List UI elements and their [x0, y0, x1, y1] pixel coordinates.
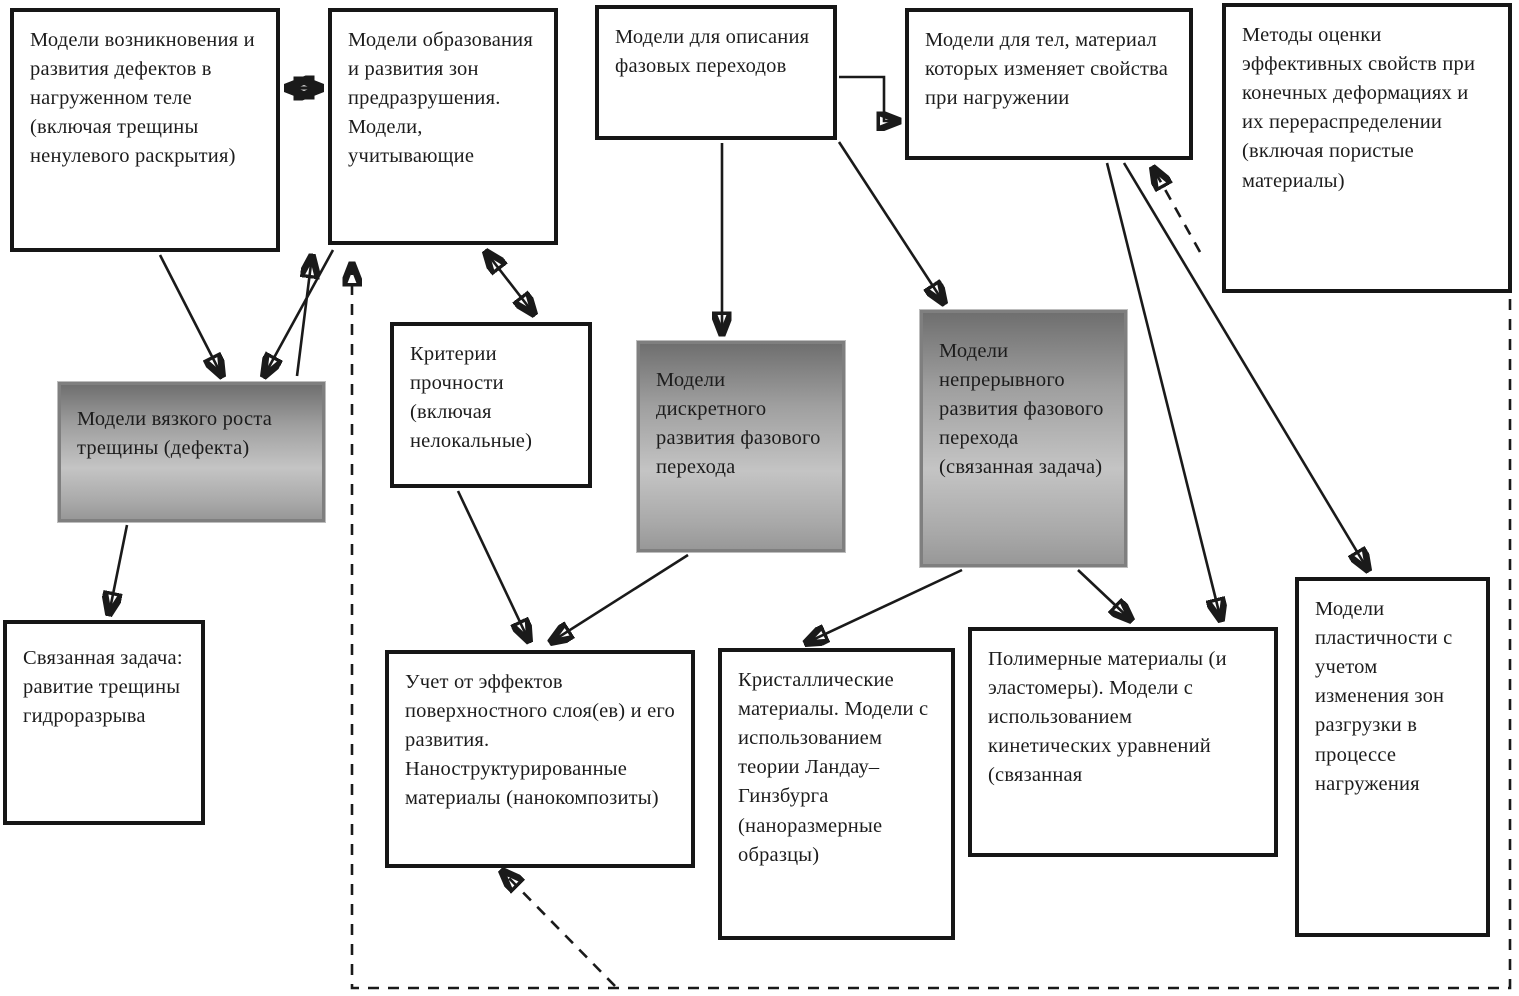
arrow-phasedesc-continuous [839, 142, 944, 303]
arrow-discrete-surface [551, 555, 688, 642]
arrow-prefracture-criteria [486, 252, 534, 314]
node-plasticity-models: Модели пластичности с учетом изменения зон разгрузки в процессе нагружения [1295, 577, 1490, 937]
node-property-changing-bodies: Модели для тел, материал которых изменяет свойства при нагружении [905, 8, 1193, 160]
node-viscous-crack-growth: Модели вязкого роста трещины (дефекта) [58, 382, 325, 522]
node-effective-properties: Методы оценки эффективных свойств при конечных деформациях и их перераспределении (включая пористые материалы) [1222, 3, 1512, 293]
dashed-arrow-region-surface [502, 871, 615, 986]
node-hydraulic-fracture: Связанная задача: равитие трещины гидроразрыва [3, 620, 205, 825]
arrow-continuous-polymer [1078, 570, 1131, 620]
arrow-viscous-prefracture [297, 256, 312, 376]
node-polymer-materials: Полимерные материалы (и эластомеры). Модели с использованием кинетических уравнений (связанная [968, 627, 1278, 857]
node-discrete-phase: Модели дискретного развития фазового перехода [637, 341, 845, 552]
node-strength-criteria: Критерии прочности (включая нелокальные) [390, 322, 592, 488]
node-prefracture-zones: Модели образования и развития зон предразрушения. Модели, учитывающие [328, 8, 558, 245]
node-surface-layer: Учет от эффектов поверхностного слоя(ев) и его развития. Наноструктурированные материалы (нанокомпозиты) [385, 650, 695, 868]
arrow-defects-viscous [160, 255, 222, 376]
dashed-arrow-region-properties [1153, 168, 1200, 252]
node-phase-transition-description: Модели для описания фазовых переходов [595, 5, 837, 140]
arrow-continuous-crystalline [806, 570, 962, 643]
arrow-prefracture-viscous [264, 250, 333, 376]
node-crystalline-materials: Кристаллические материалы. Модели с использованием теории Ландау–Гинзбурга (наноразмерные образцы) [718, 648, 955, 940]
arrow-phasedesc-properties [839, 77, 899, 121]
node-defect-models: Модели возникновения и развития дефектов в нагруженном теле (включая трещины ненулевого раскрытия) [10, 8, 280, 252]
arrow-viscous-hydrofracture [109, 525, 127, 614]
arrow-criteria-surface [458, 491, 529, 641]
node-continuous-phase: Модели непрерывного развития фазового перехода (связанная задача) [920, 310, 1127, 567]
